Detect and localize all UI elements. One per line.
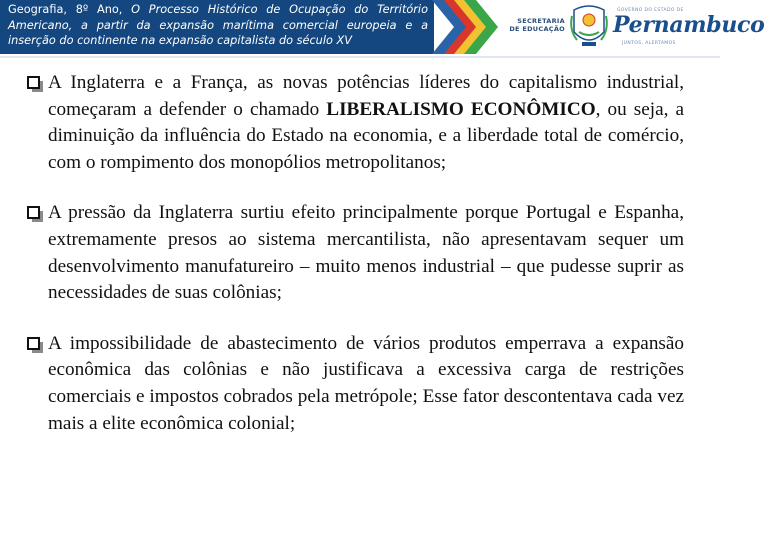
bullet-text: A pressão da Inglaterra surtiu efeito principalmente porque Portugal e Espanha, extremamente presos ao sistema mercantilista, não apresentavam sequer um desenvolvimento manufatureiro – muito menos industrial – que pudesse suprir as necessidades de suas colônias; (48, 202, 684, 304)
state-seal-icon (569, 2, 609, 52)
bullet-item (28, 200, 684, 306)
header-title-box (0, 0, 434, 54)
government-logo (505, 2, 765, 54)
bullet-text-before: A Inglaterra e a França, as novas potências líderes do capitalismo industrial, começaram a defender o chamado (48, 72, 684, 120)
bullet-text-emphasis: LIBERALISMO ECONÔMICO (326, 98, 596, 120)
bullet-text-after: , ou seja, a diminuição da influência do Estado na economia, e a liberdade total de comércio, com o rompimento dos monopólios metropolitanos; (48, 98, 684, 173)
chevron-decoration-icon (432, 0, 502, 54)
slide-content (28, 70, 684, 437)
square-bullet-icon (27, 206, 40, 219)
secretaria-label: SECRETARIA DE EDUCAÇÃO (509, 17, 565, 33)
bullet-text: A impossibilidade de abastecimento de vários produtos emperrava a expansão econômica das colônias e não justificava a excessiva carga de restrições comerciais e impostos cobrados pela metrópole; Esse fator descontentava cada vez mais a elite econômica colonial; (48, 332, 684, 434)
brand-sub-label: JUNTOS, ALERTAMOS (622, 41, 676, 46)
brand-wordmark: Pernambuco (613, 12, 765, 38)
square-bullet-icon (27, 337, 40, 350)
bullet-item (28, 331, 684, 437)
header-divider (0, 56, 720, 58)
brand-top-label: GOVERNO DO ESTADO DE (617, 8, 684, 13)
square-bullet-icon (27, 76, 40, 89)
topic-label: O Processo Histórico de Ocupação do Território Americano, a partir da expansão marítima comercial europeia e a inserção do continente na expansão capitalista do século XV (8, 3, 428, 48)
subject-label: Geografia, 8º Ano, (8, 3, 132, 16)
slide-header (0, 0, 765, 57)
bullet-item (28, 70, 684, 176)
